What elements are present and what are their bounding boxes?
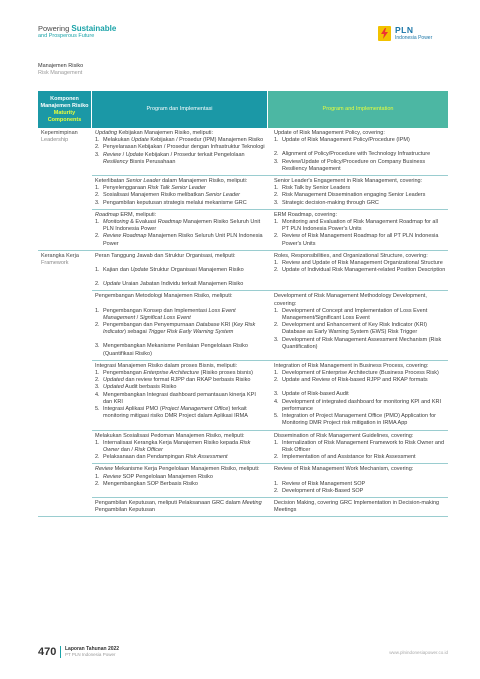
list-number: 2. xyxy=(95,377,100,384)
table-header xyxy=(38,91,448,128)
list-item xyxy=(95,281,266,288)
list-number: 1. xyxy=(95,185,100,192)
item-text: Senior Leader's Engagement in Risk Management, covering: xyxy=(274,178,423,185)
item-text: Roadmap ERM, meliputi: xyxy=(95,211,157,218)
item-heading xyxy=(274,253,446,260)
list-item xyxy=(95,219,266,233)
list-number: 2. xyxy=(274,192,279,199)
list-item xyxy=(95,200,266,207)
item-text: Pengembangan Metodologi Manajemen Risiko, meliputi: xyxy=(95,293,233,300)
item-text: Review SOP Pengelolaan Manajemen Risiko xyxy=(103,473,213,480)
item-text: Review Roadmap Manajemen Risiko Seluruh Unit PLN Indonesia Power xyxy=(103,233,263,247)
component-cell xyxy=(38,251,92,516)
page-footer xyxy=(38,645,448,663)
item-text: Development and Enhancement of Key Risk Indicator (KRI) Database as Early Warning System (EWS) Risk Trigger xyxy=(282,322,427,336)
program-id-cell xyxy=(92,128,268,175)
item-text: Pelaksanaan dan Pendampingan Risk Assessment xyxy=(103,454,228,461)
item-text: Pengembangan Konsep dan Implementasi Loss Event Management / Significat Loss Event xyxy=(103,307,236,321)
list-item xyxy=(274,151,446,158)
list-item xyxy=(274,219,446,233)
program-id-cell xyxy=(92,464,268,497)
header-program-id: Program dan Implementasi xyxy=(92,91,268,128)
list-item xyxy=(95,392,266,406)
list-number: 1. xyxy=(95,473,100,480)
item-text: Review and Update of Risk Management Organizational Structure xyxy=(282,260,443,267)
item-text: Review of Risk Management Work Mechanism, covering: xyxy=(274,466,414,473)
list-number: 2. xyxy=(274,233,279,240)
item-heading xyxy=(95,178,266,185)
program-entry xyxy=(92,497,448,516)
list-item xyxy=(95,454,266,461)
list-number: 1. xyxy=(95,137,100,144)
item-text: Mengembangkan Integrasi dashboard pemantauan kinerja KPI dan KRI xyxy=(103,391,256,405)
list-item xyxy=(274,260,446,267)
item-text: Penyelenggaraan Risk Talk Senior Leader xyxy=(103,185,206,192)
item-text: Updated dan review format RJPP dan RKAP berbasis Risiko xyxy=(103,377,251,384)
list-number: 3. xyxy=(274,158,279,165)
list-item xyxy=(274,488,446,495)
item-text: Pengembangan dan Penyempurnaan Database KRI (Key Risk Indicator) sebagai Trigger Risk Early Warning System xyxy=(103,322,256,336)
program-id-cell xyxy=(92,176,268,209)
list-number: 2. xyxy=(95,322,100,329)
item-text: Review/Update of Policy/Procedure on Company Business Resiliency Management xyxy=(282,158,426,172)
section-title: Manajemen Risiko xyxy=(38,63,84,69)
item-heading xyxy=(95,130,266,137)
program-id-cell xyxy=(92,210,268,250)
program-entry xyxy=(92,128,448,175)
list-number: 2. xyxy=(95,144,100,151)
list-number: 3. xyxy=(95,343,100,350)
program-id-cell xyxy=(92,361,268,430)
item-text: Integrasi Aplikasi PMO (Project Management Office) terkait monitoring mitigasi risiko DMR Project dalam Aplikasi IRMA xyxy=(103,406,248,420)
list-number: 1. xyxy=(274,370,279,377)
footer-report: Laporan Tahunan 2022 xyxy=(65,646,120,652)
list-item xyxy=(274,454,446,461)
list-number: 2. xyxy=(95,192,100,199)
list-item xyxy=(274,413,446,427)
line-spacer xyxy=(95,336,266,343)
list-number: 2. xyxy=(274,454,279,461)
item-text: Review Mekanisme Kerja Pengelolaan Manajemen Risiko, meliputi: xyxy=(95,466,260,473)
item-text: Risk Talk by Senior Leaders xyxy=(282,185,351,192)
item-text: Peran Tanggung Jawab dan Struktur Organisasi, meliputi: xyxy=(95,252,236,259)
line-spacer xyxy=(274,384,446,391)
list-number: 2. xyxy=(274,322,279,329)
list-item xyxy=(95,474,266,481)
list-item xyxy=(274,399,446,413)
line-spacer xyxy=(95,274,266,281)
table-row xyxy=(38,128,448,251)
list-item xyxy=(274,267,446,274)
list-item xyxy=(95,343,266,357)
header-tagline-sub: and Prosperous Future xyxy=(38,33,95,39)
list-number: 5. xyxy=(274,413,279,420)
item-text: Alignment of Policy/Procedure with Technology Infrastructure xyxy=(282,151,431,158)
program-entry xyxy=(92,290,448,359)
program-en-cell xyxy=(268,464,448,497)
item-text: Keterlibatan Senior Leader dalam Manajemen Risiko, meliputi: xyxy=(95,178,248,185)
pln-logo xyxy=(378,25,448,43)
list-item xyxy=(274,200,446,207)
list-number: 1. xyxy=(95,370,100,377)
list-number: 3. xyxy=(274,199,279,206)
item-text: Melakukan Sosialisasi Pedoman Manajemen Risiko, meliputi: xyxy=(95,432,245,439)
list-item xyxy=(274,137,446,144)
program-id-cell xyxy=(92,251,268,291)
list-item xyxy=(95,322,266,336)
item-heading xyxy=(95,363,266,370)
list-item xyxy=(274,391,446,398)
item-heading xyxy=(95,293,266,300)
item-heading xyxy=(95,500,266,514)
item-heading xyxy=(95,466,266,473)
list-number: 2. xyxy=(95,480,100,487)
list-item xyxy=(274,337,446,351)
item-heading xyxy=(95,433,266,440)
list-number: 1. xyxy=(95,307,100,314)
item-text: Update of Risk Management Policy, covering: xyxy=(274,130,385,136)
line-spacer xyxy=(274,474,446,481)
list-number: 3. xyxy=(95,384,100,391)
list-item xyxy=(95,144,266,151)
item-text: Integration of Project Management Office (PMO) Application for Monitoring DMR Project risk mitigation in IRMA App xyxy=(282,413,436,427)
logo-sub: Indonesia Power xyxy=(395,35,433,41)
list-number: 4. xyxy=(274,398,279,405)
item-text: Update of Risk Management Policy/Procedure (IPM) xyxy=(282,137,410,144)
component-name-en: Framework xyxy=(41,260,69,267)
program-en-cell xyxy=(268,128,448,175)
list-number: 1. xyxy=(95,439,100,446)
item-text: Update and Review of Risk-based RJPP and RKAP formats xyxy=(282,377,428,384)
item-text: Penyelarasan Kebijakan / Prosedur dengan Infrastruktur Teknologi xyxy=(103,144,265,151)
item-text: Development of Risk-Based SOP xyxy=(282,487,364,494)
item-text: Kajian dan Update Struktur Organisasi Manajemen Risiko xyxy=(103,267,244,274)
list-number: 2. xyxy=(274,487,279,494)
component-name: Kepemimpinan xyxy=(41,130,78,136)
item-text: Internalisasi Kerangka Kerja Manajemen Risiko kepada Risk Owner dan / Risk Officer xyxy=(103,439,251,453)
program-group xyxy=(92,128,448,250)
header-component: Komponen Manajemen Risiko Maturity Components xyxy=(38,91,92,128)
item-heading xyxy=(274,293,446,307)
item-text: Monitoring & Evaluasi Roadmap Manajemen Risiko Seluruh Unit PLN Indonesia Power xyxy=(103,219,261,233)
program-id-cell xyxy=(92,431,268,464)
item-text: Development of Concept and Implementation of Loss Event Management/Significant Loss Event xyxy=(282,307,428,322)
item-text: Integration of Risk Management in Business Process, covering: xyxy=(274,362,429,369)
item-heading xyxy=(274,363,446,370)
risk-management-table xyxy=(38,91,448,517)
list-item xyxy=(274,440,446,454)
list-number: 1. xyxy=(274,260,279,267)
list-item xyxy=(274,159,446,173)
logo-name: PLN xyxy=(395,25,414,35)
list-item xyxy=(274,308,446,322)
page-header xyxy=(38,24,448,54)
item-heading xyxy=(274,466,446,473)
list-item xyxy=(95,308,266,322)
item-heading xyxy=(274,433,446,440)
program-entry xyxy=(92,251,448,291)
item-text: Melakukan Update Kebijakan / Prosedur (IPM) Manajemen Risiko xyxy=(103,137,264,144)
list-item xyxy=(274,370,446,377)
list-item xyxy=(274,377,446,384)
list-number: 2. xyxy=(95,281,100,288)
item-heading xyxy=(95,212,266,219)
list-number: 1. xyxy=(95,267,100,274)
item-text: Review of Risk Management SOP xyxy=(282,480,366,487)
section-subtitle: Risk Management xyxy=(38,70,83,76)
item-heading xyxy=(274,212,446,219)
item-text: Review / Update Kebijakan / Prosedur terkait Pengelolaan Resiliency Bisnis Perusahaan xyxy=(103,151,245,165)
item-text: Dissemination of Risk Management Guidelines, covering: xyxy=(274,432,414,439)
item-heading xyxy=(95,253,266,260)
item-heading xyxy=(274,178,446,185)
program-entry xyxy=(92,463,448,497)
component-cell xyxy=(38,128,92,250)
item-text: ERM Roadmap, covering: xyxy=(274,211,337,218)
list-number: 3. xyxy=(95,151,100,158)
item-text: Sosialisasi Manajemen Risiko melibatkan Senior Leader xyxy=(103,192,240,199)
list-item xyxy=(95,233,266,247)
program-entry xyxy=(92,430,448,464)
item-text: Development of Enterprise Architecture (Business Process Risk) xyxy=(282,370,439,377)
list-item xyxy=(274,192,446,199)
list-number: 2. xyxy=(274,377,279,384)
program-id-cell xyxy=(92,498,268,516)
program-en-cell xyxy=(268,210,448,250)
component-name-en: Leadership xyxy=(41,137,69,144)
item-text: Strategic decision-making through GRC xyxy=(282,199,379,206)
program-id-cell xyxy=(92,291,268,359)
list-item xyxy=(95,137,266,144)
list-item xyxy=(95,377,266,384)
list-number: 1. xyxy=(274,185,279,192)
item-text: Update of Risk-based Audit xyxy=(282,391,349,398)
item-text: Pengembangan Enterprise Architecture (Risiko proses bisnis) xyxy=(103,370,253,377)
line-spacer xyxy=(95,260,266,267)
item-text: Internalization of Risk Management Framework to Risk Owner and Risk Officer xyxy=(282,439,445,453)
page-number: 470 xyxy=(38,646,57,658)
item-text: Update of Individual Risk Management-related Position Description xyxy=(282,267,446,274)
program-en-cell xyxy=(268,498,448,516)
list-number: 4. xyxy=(95,391,100,398)
item-text: Pengambilan Keputusan, meliputi Pelaksanaan GRC dalam Meeting Pengambilan Keputusan xyxy=(95,499,262,514)
list-number: 3. xyxy=(274,391,279,398)
list-item xyxy=(95,267,266,274)
list-number: 1. xyxy=(95,219,100,226)
list-number: 2. xyxy=(95,233,100,240)
item-text: Pengambilan keputusan strategis melalui mekanisme GRC xyxy=(103,199,247,206)
list-item xyxy=(95,370,266,377)
list-number: 1. xyxy=(274,439,279,446)
line-spacer xyxy=(95,301,266,308)
list-item xyxy=(95,406,266,420)
line-spacer xyxy=(274,144,446,151)
header-tagline: Powering Sustainable xyxy=(38,24,117,33)
footer-divider xyxy=(60,646,61,658)
item-text: Decision Making, covering GRC Implementation in Decision-making Meetings xyxy=(274,499,440,514)
item-text: Mengembangkan SOP Berbasis Risiko xyxy=(103,480,198,487)
list-number: 3. xyxy=(95,199,100,206)
item-text: Mengembangkan Mekanisme Penilaian Pengelolaan Risiko (Quantifikasi Risiko) xyxy=(103,343,248,357)
list-item xyxy=(95,481,266,488)
program-group xyxy=(92,251,448,516)
item-text: Implementation of and Assistance for Risk Assessment xyxy=(282,454,416,461)
list-number: 2. xyxy=(95,454,100,461)
item-text: Integrasi Manajemen Risiko dalam proses Bisnis, meliputi: xyxy=(95,362,238,369)
list-number: 1. xyxy=(274,137,279,144)
list-number: 2. xyxy=(274,267,279,274)
program-en-cell xyxy=(268,251,448,291)
table-row xyxy=(38,251,448,517)
list-item xyxy=(95,384,266,391)
lightning-icon xyxy=(378,26,391,41)
item-text: Development of Risk Management Methodology Development, covering: xyxy=(274,293,427,307)
item-text: Risk Management Dissemination engaging Senior Leaders xyxy=(282,192,426,199)
list-number: 5. xyxy=(95,406,100,413)
list-number: 1. xyxy=(274,307,279,314)
list-item xyxy=(95,152,266,166)
list-number: 1. xyxy=(274,219,279,226)
item-text: Updating Kebijakan Manajemen Risiko, meliputi: xyxy=(95,130,214,136)
item-text: Monitoring and Evaluation of Risk Management Roadmap for all PT PLN Indonesia Power's Units xyxy=(282,219,438,233)
list-number: 3. xyxy=(274,336,279,343)
item-text: Update Uraian Jabatan Individu terkait Manajemen Risiko xyxy=(103,281,244,288)
list-item xyxy=(95,440,266,454)
program-entry xyxy=(92,175,448,209)
footer-company: PT PLN Indonesia Power xyxy=(65,652,116,657)
item-text: Review of Risk Management Roadmap for all PT PLN Indonesia Power's Units xyxy=(282,233,439,247)
item-heading xyxy=(274,130,446,137)
list-number: 1. xyxy=(274,480,279,487)
item-text: Development of integrated dashboard for monitoring KPI and KRI performance xyxy=(282,398,441,412)
table-body xyxy=(38,128,448,517)
item-text: Development of Risk Management Assessment Mechanism (Risk Quantification) xyxy=(282,336,442,350)
component-name: Kerangka Kerja xyxy=(41,252,79,259)
item-heading xyxy=(274,500,446,514)
list-item xyxy=(95,185,266,192)
program-en-cell xyxy=(268,431,448,464)
program-en-cell xyxy=(268,176,448,209)
program-entry xyxy=(92,209,448,250)
list-item xyxy=(274,233,446,247)
list-number: 2. xyxy=(274,151,279,158)
program-entry xyxy=(92,360,448,430)
section-heading xyxy=(38,63,83,77)
list-item xyxy=(274,481,446,488)
program-en-cell xyxy=(268,361,448,430)
list-item xyxy=(274,322,446,336)
header-program-en: Program and Implementation xyxy=(268,91,448,128)
program-en-cell xyxy=(268,291,448,359)
list-item xyxy=(274,185,446,192)
list-item xyxy=(95,192,266,199)
item-text: Roles, Responsibilities, and Organizational Structure, covering: xyxy=(274,252,428,259)
footer-url: www.plnindonesiapower.co.id xyxy=(389,650,448,655)
item-text: Updated Audit berbasis Risiko xyxy=(103,384,177,391)
